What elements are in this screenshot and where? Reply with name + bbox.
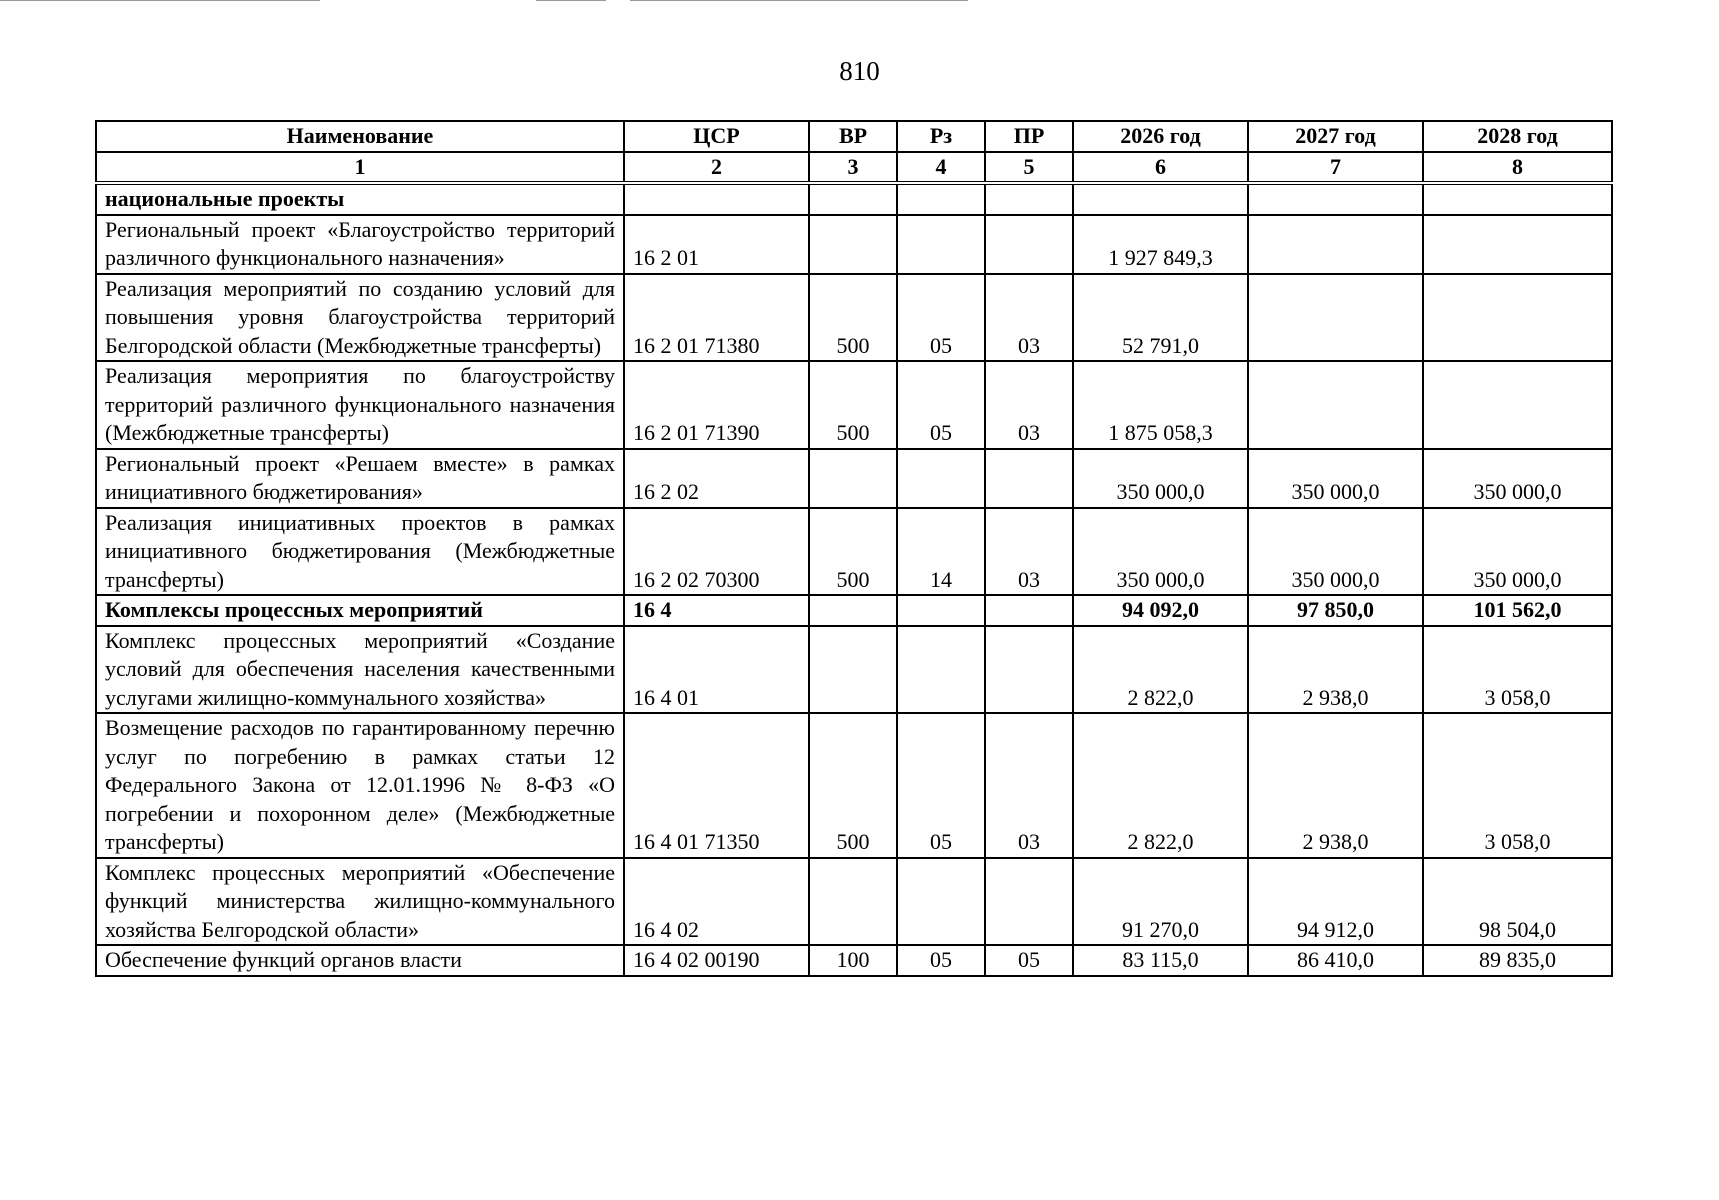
cell-vr — [809, 449, 897, 508]
cell-name: Региональный проект «Благоустройство территорий различного функционального назначения» — [96, 215, 624, 274]
column-index: 3 — [809, 152, 897, 184]
column-index: 6 — [1073, 152, 1248, 184]
cell-csr: 16 4 02 00190 — [624, 945, 809, 976]
cell-rz — [897, 449, 985, 508]
cell-csr: 16 4 01 71350 — [624, 713, 809, 858]
cell-name: Комплексы процессных мероприятий — [96, 595, 624, 626]
cell-2028: 3 058,0 — [1423, 626, 1612, 714]
header-name: Наименование — [96, 121, 624, 152]
cell-pr — [985, 858, 1073, 946]
cell-2027 — [1248, 274, 1423, 362]
cell-name: Реализация инициативных проектов в рамках инициативного бюджетирования (Межбюджетные трансферты) — [96, 508, 624, 596]
column-index: 1 — [96, 152, 624, 184]
table-row — [96, 595, 1612, 626]
cell-vr — [809, 183, 897, 215]
cell-vr — [809, 858, 897, 946]
cell-2027: 94 912,0 — [1248, 858, 1423, 946]
cell-rz: 05 — [897, 274, 985, 362]
header-2028: 2028 год — [1423, 121, 1612, 152]
table-row — [96, 274, 1612, 362]
scan-edge-line — [630, 0, 968, 1]
cell-2026: 350 000,0 — [1073, 449, 1248, 508]
cell-2026: 91 270,0 — [1073, 858, 1248, 946]
cell-2026: 52 791,0 — [1073, 274, 1248, 362]
cell-vr: 500 — [809, 508, 897, 596]
cell-csr — [624, 183, 809, 215]
cell-2028: 98 504,0 — [1423, 858, 1612, 946]
column-index: 2 — [624, 152, 809, 184]
table-row — [96, 183, 1612, 215]
cell-2028 — [1423, 274, 1612, 362]
cell-rz: 05 — [897, 945, 985, 976]
table-row — [96, 858, 1612, 946]
cell-name: Возмещение расходов по гарантированному перечню услуг по погребению в рамках статьи 12 Федерального Закона от 12.01.1996 № 8-ФЗ «О погребении и похоронном деле» (Межбюджетные трансферты) — [96, 713, 624, 858]
table-row — [96, 449, 1612, 508]
cell-2026: 2 822,0 — [1073, 626, 1248, 714]
cell-2027: 350 000,0 — [1248, 449, 1423, 508]
cell-rz — [897, 858, 985, 946]
header-2027: 2027 год — [1248, 121, 1423, 152]
cell-rz: 14 — [897, 508, 985, 596]
column-index: 4 — [897, 152, 985, 184]
cell-rz: 05 — [897, 713, 985, 858]
cell-csr: 16 2 02 70300 — [624, 508, 809, 596]
cell-rz — [897, 626, 985, 714]
cell-2027 — [1248, 361, 1423, 449]
table-body — [96, 183, 1612, 976]
table-header — [96, 121, 1612, 183]
cell-name: Реализация мероприятия по благоустройству территорий различного функционального назначения (Межбюджетные трансферты) — [96, 361, 624, 449]
cell-csr: 16 4 — [624, 595, 809, 626]
cell-name: Обеспечение функций органов власти — [96, 945, 624, 976]
cell-csr: 16 4 02 — [624, 858, 809, 946]
cell-2028: 89 835,0 — [1423, 945, 1612, 976]
cell-name: Региональный проект «Решаем вместе» в рамках инициативного бюджетирования» — [96, 449, 624, 508]
cell-2028: 101 562,0 — [1423, 595, 1612, 626]
table-row — [96, 508, 1612, 596]
cell-2026 — [1073, 183, 1248, 215]
cell-csr: 16 2 01 71380 — [624, 274, 809, 362]
cell-2028: 350 000,0 — [1423, 508, 1612, 596]
cell-2027: 2 938,0 — [1248, 713, 1423, 858]
cell-pr — [985, 215, 1073, 274]
cell-2027: 97 850,0 — [1248, 595, 1423, 626]
table-row — [96, 215, 1612, 274]
table-row — [96, 945, 1612, 976]
header-vr: ВР — [809, 121, 897, 152]
cell-rz — [897, 183, 985, 215]
cell-2027 — [1248, 215, 1423, 274]
cell-2026: 94 092,0 — [1073, 595, 1248, 626]
cell-vr: 500 — [809, 274, 897, 362]
header-2026: 2026 год — [1073, 121, 1248, 152]
scan-edge-line — [0, 0, 320, 1]
cell-csr: 16 4 01 — [624, 626, 809, 714]
column-index: 8 — [1423, 152, 1612, 184]
cell-pr — [985, 449, 1073, 508]
cell-2026: 1 875 058,3 — [1073, 361, 1248, 449]
column-index: 7 — [1248, 152, 1423, 184]
cell-name: Комплекс процессных мероприятий «Обеспечение функций министерства жилищно-коммунального хозяйства Белгородской области» — [96, 858, 624, 946]
cell-name: национальные проекты — [96, 183, 624, 215]
cell-csr: 16 2 01 71390 — [624, 361, 809, 449]
table-row — [96, 361, 1612, 449]
cell-2028 — [1423, 215, 1612, 274]
cell-vr — [809, 215, 897, 274]
cell-rz: 05 — [897, 361, 985, 449]
cell-pr — [985, 183, 1073, 215]
cell-csr: 16 2 01 — [624, 215, 809, 274]
cell-pr — [985, 595, 1073, 626]
cell-2028 — [1423, 361, 1612, 449]
cell-pr: 03 — [985, 713, 1073, 858]
header-csr: ЦСР — [624, 121, 809, 152]
cell-name: Реализация мероприятий по созданию условий для повышения уровня благоустройства территорий Белгородской области (Межбюджетные трансферты) — [96, 274, 624, 362]
cell-2026: 2 822,0 — [1073, 713, 1248, 858]
table-row — [96, 713, 1612, 858]
cell-rz — [897, 215, 985, 274]
cell-vr: 100 — [809, 945, 897, 976]
cell-2027: 2 938,0 — [1248, 626, 1423, 714]
cell-2028: 3 058,0 — [1423, 713, 1612, 858]
cell-vr: 500 — [809, 713, 897, 858]
cell-2026: 1 927 849,3 — [1073, 215, 1248, 274]
cell-2026: 350 000,0 — [1073, 508, 1248, 596]
page-number: 810 — [839, 56, 880, 86]
cell-pr: 03 — [985, 508, 1073, 596]
cell-pr — [985, 626, 1073, 714]
cell-rz — [897, 595, 985, 626]
table-row — [96, 626, 1612, 714]
header-row — [96, 121, 1612, 152]
cell-pr: 05 — [985, 945, 1073, 976]
cell-pr: 03 — [985, 361, 1073, 449]
cell-2027 — [1248, 183, 1423, 215]
cell-2027: 350 000,0 — [1248, 508, 1423, 596]
cell-2028: 350 000,0 — [1423, 449, 1612, 508]
header-pr: ПР — [985, 121, 1073, 152]
cell-csr: 16 2 02 — [624, 449, 809, 508]
cell-name: Комплекс процессных мероприятий «Создание условий для обеспечения населения качественными услугами жилищно-коммунального хозяйства» — [96, 626, 624, 714]
column-index-row — [96, 152, 1612, 184]
cell-2028 — [1423, 183, 1612, 215]
budget-table — [95, 120, 1613, 977]
cell-pr: 03 — [985, 274, 1073, 362]
header-rz: Рз — [897, 121, 985, 152]
cell-2027: 86 410,0 — [1248, 945, 1423, 976]
cell-vr: 500 — [809, 361, 897, 449]
scan-edge-line — [536, 0, 606, 1]
cell-2026: 83 115,0 — [1073, 945, 1248, 976]
column-index: 5 — [985, 152, 1073, 184]
cell-vr — [809, 626, 897, 714]
cell-vr — [809, 595, 897, 626]
